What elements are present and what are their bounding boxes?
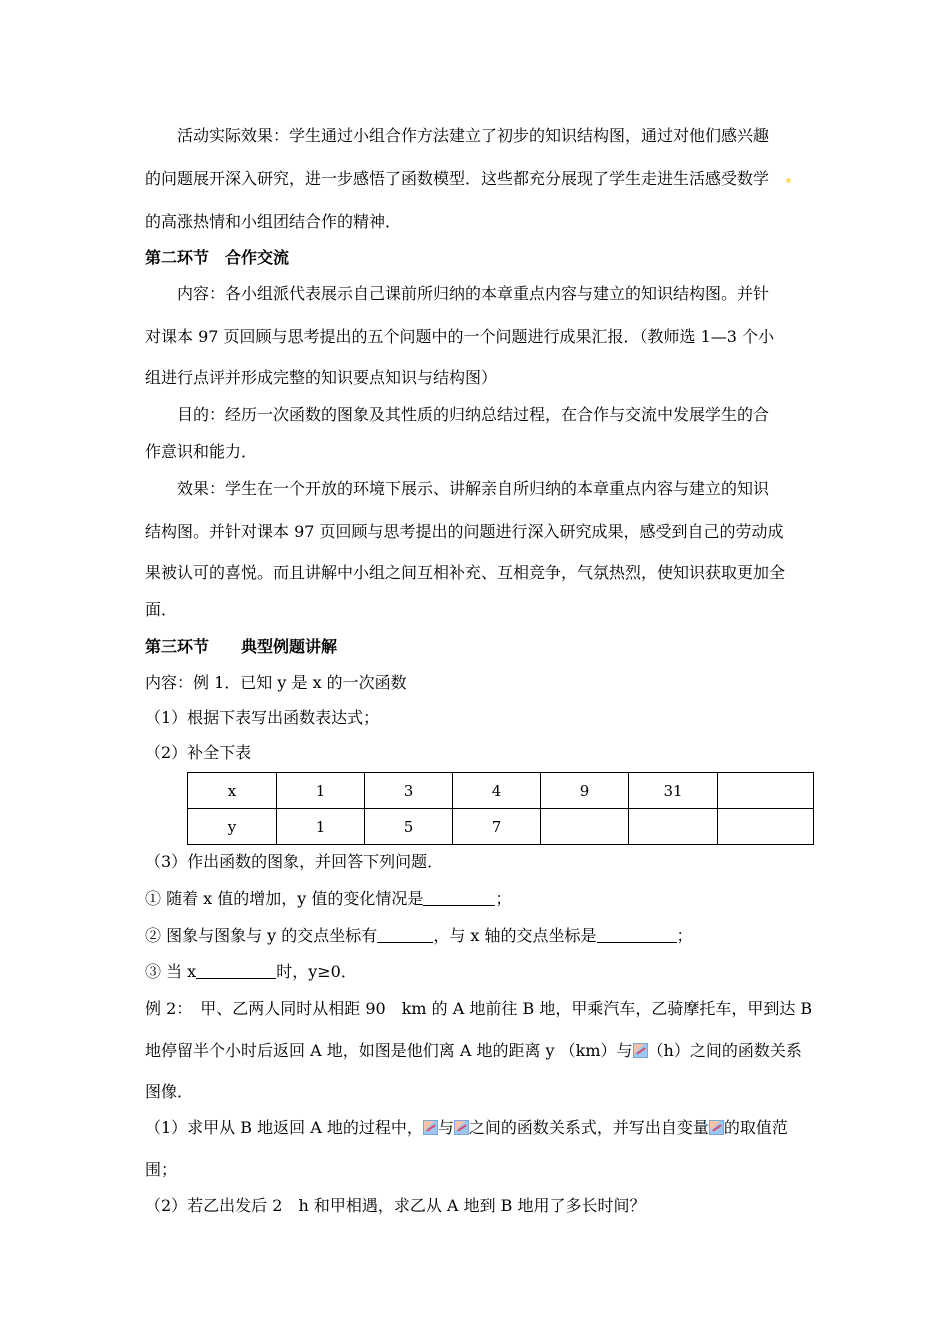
sub2-mid: ，与 x 轴的交点坐标是 (433, 926, 597, 945)
table-cell: 1 (277, 809, 365, 845)
answer-blank[interactable] (196, 962, 276, 979)
sub3-end: 时，y≥0． (276, 962, 357, 981)
example2-q1 (145, 1118, 788, 1138)
sub1-text: ① 随着 x 值的增加，y 值的变化情况是 (145, 889, 424, 908)
sub2-text: ② 图象与图象与 y 的交点坐标有 (145, 926, 378, 945)
marker-dot-icon (786, 178, 791, 183)
example1-sub1 (145, 889, 511, 909)
section2-effect-line4: 面． (145, 600, 178, 619)
example2-line2-text: 地停留半个小时后返回 A 地，如图是他们离 A 地的距离 y （km）与 (145, 1041, 633, 1060)
ex2-q1-and: 与 (437, 1118, 454, 1137)
section2-heading: 第二环节 合作交流 (145, 248, 290, 267)
ex2-q1-text: （1）求甲从 B 地返回 A 地的过程中， (145, 1118, 423, 1137)
broken-image-icon (709, 1120, 724, 1135)
broken-image-icon (633, 1043, 648, 1058)
example2-line2-end: （h）之间的函数关系 (647, 1041, 802, 1060)
table-cell (541, 809, 629, 845)
section2-content-line3: 组进行点评并形成完整的知识要点知识与结构图） (145, 368, 498, 387)
answer-blank[interactable] (377, 926, 433, 943)
sub3-text: ③ 当 x (145, 962, 197, 981)
section2-effect-line2: 结构图。并针对课本 97 页回顾与思考提出的问题进行深入研究成果，感受到自己的劳动成 (145, 522, 784, 541)
table-cell: 5 (365, 809, 453, 845)
example1-q1: （1）根据下表写出函数表达式； (145, 708, 380, 727)
example1-q2: （2）补全下表 (145, 743, 252, 762)
table-cell: 31 (629, 773, 718, 809)
example2-q2: （2）若乙出发后 2 h 和甲相遇，求乙从 A 地到 B 地用了多长时间？ (145, 1196, 646, 1215)
answer-blank[interactable] (423, 889, 495, 906)
section2-effect-line3: 果被认可的喜悦。而且讲解中小组之间互相补充、互相竞争，气氛热烈，使知识获取更加全 (145, 563, 786, 582)
table-row-y (188, 809, 814, 845)
table-row-x (188, 773, 814, 809)
section2-content-line1: 内容：各小组派代表展示自己课前所归纳的本章重点内容与建立的知识结构图。并针 (177, 284, 770, 303)
para1-line2: 的问题展开深入研究，进一步感悟了函数模型．这些都充分展现了学生走进生活感受数学 (145, 169, 770, 188)
broken-image-icon (454, 1120, 469, 1135)
example1-intro: 内容：例 1．已知 y 是 x 的一次函数 (145, 673, 407, 692)
table-cell (718, 773, 814, 809)
table-cell: 7 (453, 809, 541, 845)
table-cell (629, 809, 718, 845)
section3-heading: 第三环节 典型例题讲解 (145, 637, 338, 656)
section2-goal-line2: 作意识和能力． (145, 442, 258, 461)
table-cell: x (188, 773, 277, 809)
table-cell: 9 (541, 773, 629, 809)
example1-q3: （3）作出函数的图象，并回答下列问题． (145, 852, 444, 871)
section2-effect-line1: 效果：学生在一个开放的环境下展示、讲解亲自所归纳的本章重点内容与建立的知识 (177, 479, 770, 498)
example2-line1: 例 2： 甲、乙两人同时从相距 90 km 的 A 地前往 B 地，甲乘汽车，乙骑摩托车，甲到达 B (145, 999, 813, 1018)
example1-sub2 (145, 926, 693, 946)
ex2-q1-mid: 之间的函数关系式，并写出自变量 (468, 1118, 709, 1137)
para1-line3: 的高涨热情和小组团结合作的精神． (145, 212, 402, 231)
answer-blank[interactable] (597, 926, 677, 943)
section2-goal-line1: 目的：经历一次函数的图象及其性质的归纳总结过程，在合作与交流中发展学生的合 (177, 405, 770, 424)
example1-sub3 (145, 962, 357, 982)
table-cell: 1 (277, 773, 365, 809)
table-cell (718, 809, 814, 845)
para1-line1: 活动实际效果：学生通过小组合作方法建立了初步的知识结构图，通过对他们感兴趣 (177, 126, 770, 145)
value-table (187, 772, 814, 845)
table-cell: 3 (365, 773, 453, 809)
ex2-q1-end: 的取值范 (723, 1118, 788, 1137)
sub1-end: ； (495, 889, 512, 908)
broken-image-icon (423, 1120, 438, 1135)
example2-q1-cont: 围； (145, 1160, 178, 1179)
section2-content-line2: 对课本 97 页回顾与思考提出的五个问题中的一个问题进行成果汇报．（教师选 1—3 个小 (145, 327, 775, 346)
table-cell: y (188, 809, 277, 845)
sub2-end: ； (676, 926, 693, 945)
example2-line3: 图像． (145, 1082, 194, 1101)
table-cell: 4 (453, 773, 541, 809)
example2-line2 (145, 1041, 802, 1061)
